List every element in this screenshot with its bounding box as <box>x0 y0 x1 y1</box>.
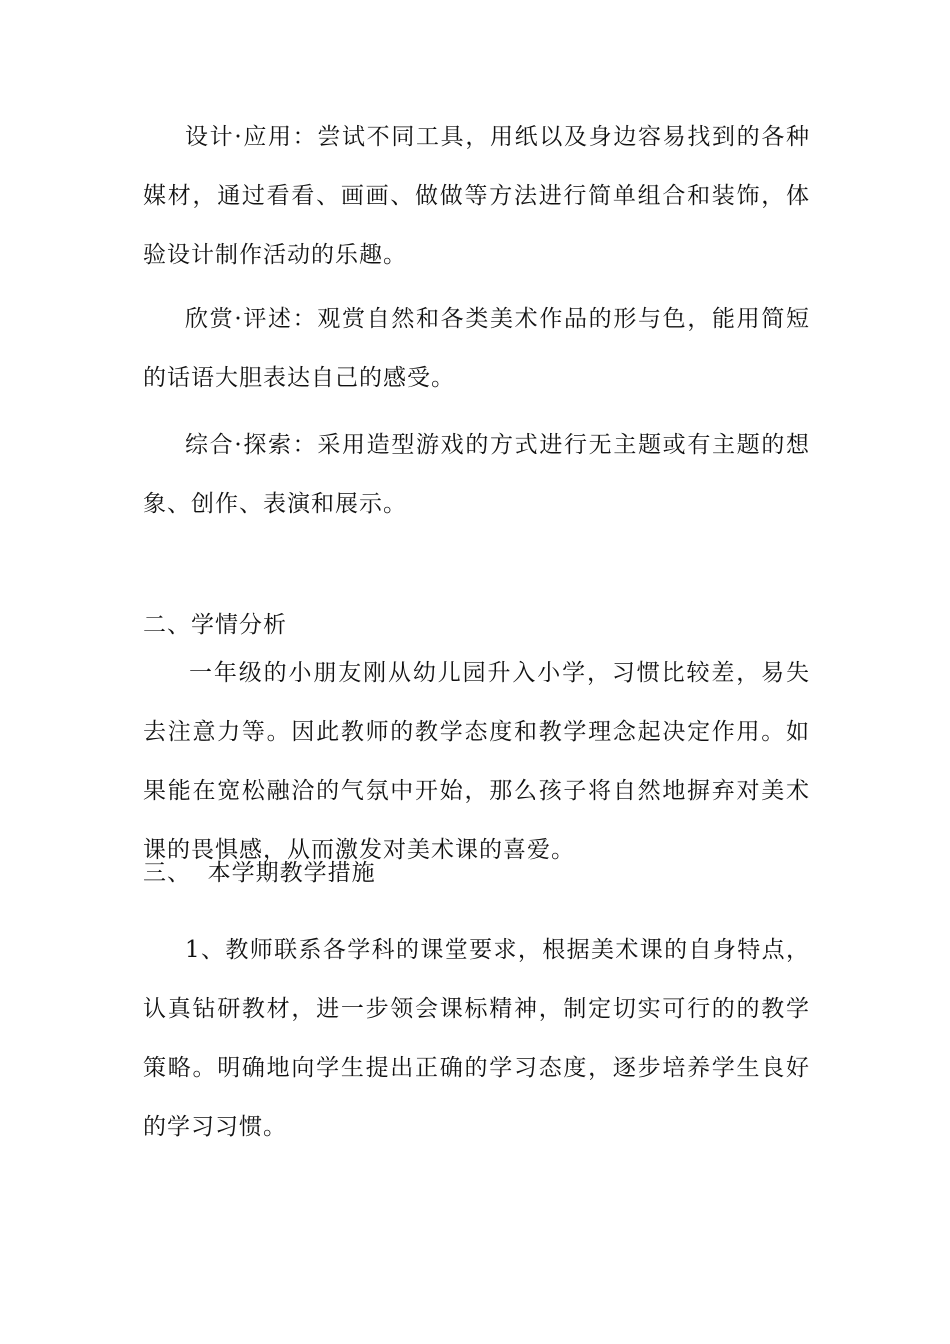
paragraph-synthesis-exploration: 综合·探索：采用造型游戏的方式进行无主题或有主题的想象、创作、表演和展示。 <box>143 432 810 517</box>
paragraph-measure-1: 1、教师联系各学科的课堂要求，根据美术课的自身特点，认真钻研教材，进一步领会课标精神，制定切实可行的的教学策略。明确地向学生提出正确的学习态度，逐步培养学生良好的学习习惯。 <box>143 937 810 1140</box>
heading-student-analysis: 二、学情分析 <box>143 612 287 638</box>
paragraph-student-analysis: 一年级的小朋友刚从幼儿园升入小学，习惯比较差，易失去注意力等。因此教师的教学态度和教学理念起决定作用。如果能在宽松融洽的气氛中开始，那么孩子将自然地摒弃对美术课的畏惧感，从而激发对美术课的喜爱。 <box>143 660 810 863</box>
paragraph-design-application: 设计·应用：尝试不同工具，用纸以及身边容易找到的各种媒材，通过看看、画画、做做等方法进行简单组合和装饰，体验设计制作活动的乐趣。 <box>143 124 810 268</box>
paragraph-appreciation-review: 欣赏·评述：观赏自然和各类美术作品的形与色，能用简短的话语大胆表达自己的感受。 <box>143 306 810 391</box>
heading-teaching-measures: 三、 本学期教学措施 <box>143 860 376 886</box>
